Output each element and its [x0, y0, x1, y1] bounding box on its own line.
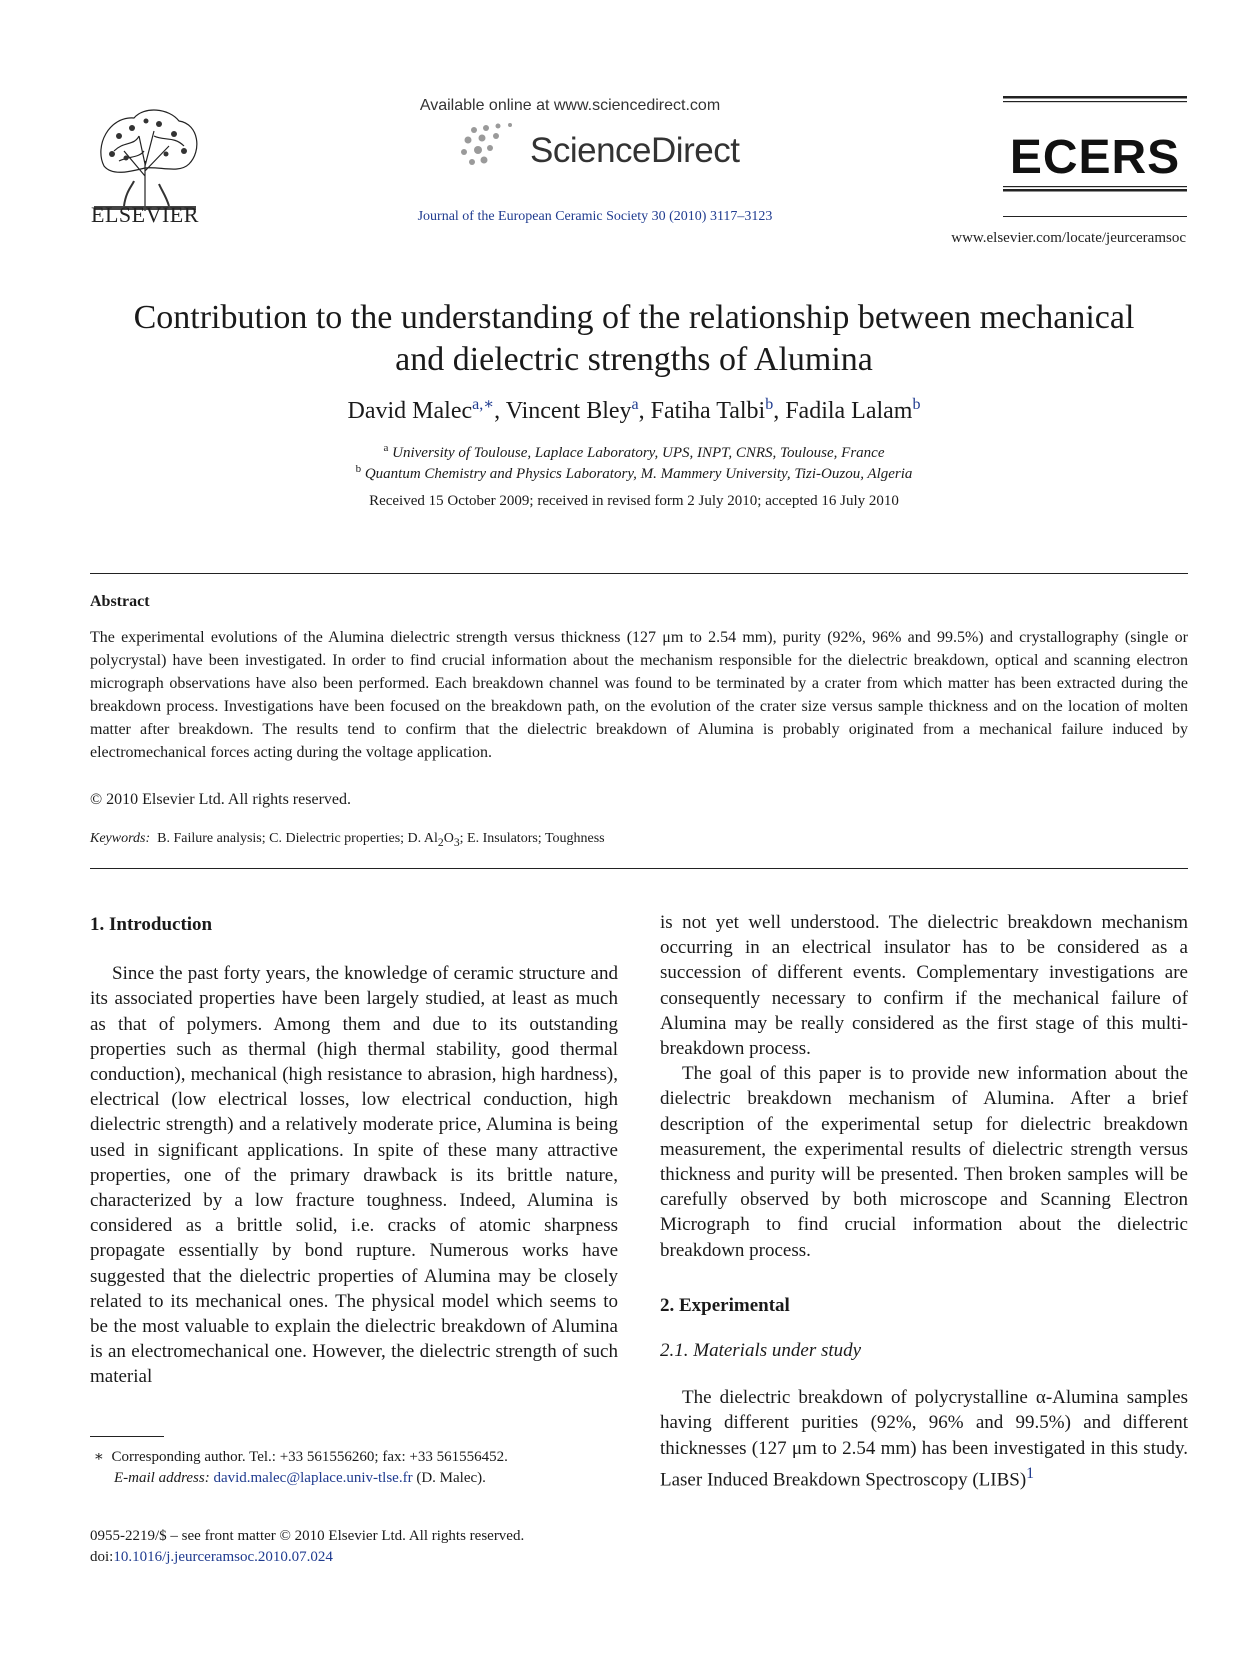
email-suffix: (D. Malec). [416, 1470, 486, 1486]
keywords-text: ; E. Insulators; Toughness [459, 831, 605, 846]
body-paragraph [660, 1385, 1188, 1492]
author-affiliation-mark[interactable]: b [912, 396, 921, 413]
available-online-text: Available online at www.sciencedirect.com [419, 97, 721, 114]
divider [90, 868, 1188, 869]
journal-reference-link[interactable]: Journal of the European Ceramic Society 30 (2010) 3117–3123 [417, 209, 773, 224]
section-heading: 1. Introduction [90, 914, 213, 935]
abstract-heading: Abstract [90, 593, 150, 610]
abstract-copyright: © 2010 Elsevier Ltd. All rights reserved. [90, 791, 351, 808]
received-dates: Received 15 October 2009; received in revised form 2 July 2010; accepted 16 July 2010 [369, 493, 899, 509]
email-note [114, 1468, 486, 1489]
affiliation-mark: a [383, 442, 389, 454]
affiliation-text: Quantum Chemistry and Physics Laboratory, M. Mammery University, Tizi-Ouzou, Algeria [364, 466, 913, 482]
author-name: Fatiha Talbi [650, 398, 766, 424]
right-column [660, 910, 1188, 1492]
footnote-mark[interactable]: 1 [1026, 1464, 1035, 1482]
author-name: Vincent Bley [505, 398, 632, 424]
affiliation-b [80, 463, 1188, 483]
abstract-body: The experimental evolutions of the Alumina dielectric strength versus thickness (127 μm to 2.54 mm), purity (92%, 96% and 99.5%) and crystallography (single or polycrystal) have been investigated. In order to find crucial information about the mechanism responsible for the dielectric breakdown, optical and scanning electron micrograph observations have also been performed. Each breakdown channel was found to be terminated by a crater from which matter has been extracted during the breakdown process. Investigations have been focused on the breakdown path, on the evolution of the crater size versus sample thickness and on the location of molten matter after breakdown. The results tend to confirm that the dielectric breakdown of Alumina is probably originated from a mechanical failure induced by electromechanical forces acting during the voltage application. [90, 629, 1188, 761]
keywords-text: O [443, 831, 454, 846]
author-name: David Malec [347, 398, 473, 424]
doi-line [90, 1547, 333, 1568]
author-affiliation-mark[interactable]: a [631, 396, 639, 413]
title-line-2: and dielectric strengths of Alumina [395, 341, 873, 378]
corresponding-author-note [90, 1447, 508, 1468]
subscript: 2 [437, 835, 444, 849]
footnote-divider [90, 1436, 164, 1437]
sciencedirect-wordmark: ScienceDirect [530, 131, 740, 170]
affiliation-mark: b [355, 463, 362, 475]
title-line-1: Contribution to the understanding of the relationship between mechanical [133, 299, 1135, 336]
corresponding-text: Corresponding author. Tel.: +33 561556260; fax: +33 561556452. [111, 1449, 508, 1465]
publisher-name: ELSEVIER [91, 202, 199, 227]
body-paragraph: The goal of this paper is to provide new information about the dielectric breakdown mechanism of Alumina. After a brief description of the experimental setup for dielectric breakdown measurement, the experimental results of dielectric strength versus thickness and purity will be presented. Then broken samples will be carefully observed by both microscope and Scanning Electron Micrograph to find crucial information about the dielectric breakdown process. [660, 1063, 1188, 1261]
email-link[interactable]: david.malec@laplace.univ-tlse.fr [213, 1470, 413, 1486]
author-affiliation-mark[interactable]: b [765, 396, 774, 413]
sciencedirect-dots-icon [460, 122, 530, 172]
doi-label: doi: [90, 1549, 114, 1565]
author-list: David Malec$^{a,∗}$, Vincent Bley$^a$, Fatiha Talbi$^b$, Fadila Lalam$^b$ [347, 396, 921, 424]
article-title [80, 297, 1188, 381]
keywords-text: B. Failure analysis; C. Dielectric properties; D. Al [157, 831, 438, 846]
footnote-star: ∗ [93, 1449, 104, 1465]
email-label: E-mail address: [114, 1470, 210, 1486]
issn-line: 0955-2219/$ – see front matter © 2010 Elsevier Ltd. All rights reserved. [90, 1528, 525, 1544]
body-paragraph: Since the past forty years, the knowledge of ceramic structure and its associated properties have been largely studied, at least as much as that of polymers. Among them and due to its outstanding properties such as thermal (high thermal stability, good thermal conduction), mechanical (high resistance to abrasion, high hardness), electrical (low electrical losses, low electrical conduction, high dielectric strength) and a relatively moderate price, Alumina is being used in significant applications. In spite of these many attractive properties, one of the primary drawback is its brittle nature, characterized by a low fracture toughness. Indeed, Alumina is considered as a brittle solid, i.e. cracks of atomic sharpness propagate essentially by bond rupture. Numerous works have suggested that the dielectric properties of Alumina may be closely related to its mechanical ones. The physical model which seems to be the most valuable to explain the dielectric breakdown of Alumina is an electromechanical one. However, the dielectric strength of such material [90, 963, 618, 1388]
paragraph-text: The dielectric breakdown of polycrystalline α-Alumina samples having different purities (92%, 96% and 99.5%) and different thicknesses (127 μm to 2.54 mm) has been investigated in this study. Laser Induced Breakdown Spectroscopy (LIBS) [660, 1387, 1188, 1491]
subscript: 3 [453, 835, 460, 849]
subsection-heading: 2.1. Materials under study [660, 1340, 862, 1362]
journal-website-link[interactable]: www.elsevier.com/locate/jeurceramsoc [951, 230, 1186, 246]
ecers-logo: ECERS [1009, 131, 1181, 184]
author-name: Fadila Lalam [785, 398, 913, 424]
affiliation-a [80, 442, 1188, 462]
body-paragraph: is not yet well understood. The dielectric breakdown mechanism occurring in an electrical insulator has to be considered as a succession of different events. Complementary investigations are consequently necessary to confirm if the mechanical failure of Alumina may be really considered as the first stage of this multi-breakdown process. [660, 912, 1188, 1060]
doi-link[interactable]: 10.1016/j.jeurceramsoc.2010.07.024 [113, 1549, 333, 1565]
left-column [90, 912, 618, 1390]
affiliation-text: University of Toulouse, Laplace Laboratory, UPS, INPT, CNRS, Toulouse, France [392, 445, 885, 461]
section-heading: 2. Experimental [660, 1294, 790, 1316]
keywords [90, 831, 605, 849]
keywords-label: Keywords: [90, 831, 151, 846]
divider [90, 573, 1188, 574]
author-affiliation-mark[interactable]: a,∗ [472, 396, 495, 413]
